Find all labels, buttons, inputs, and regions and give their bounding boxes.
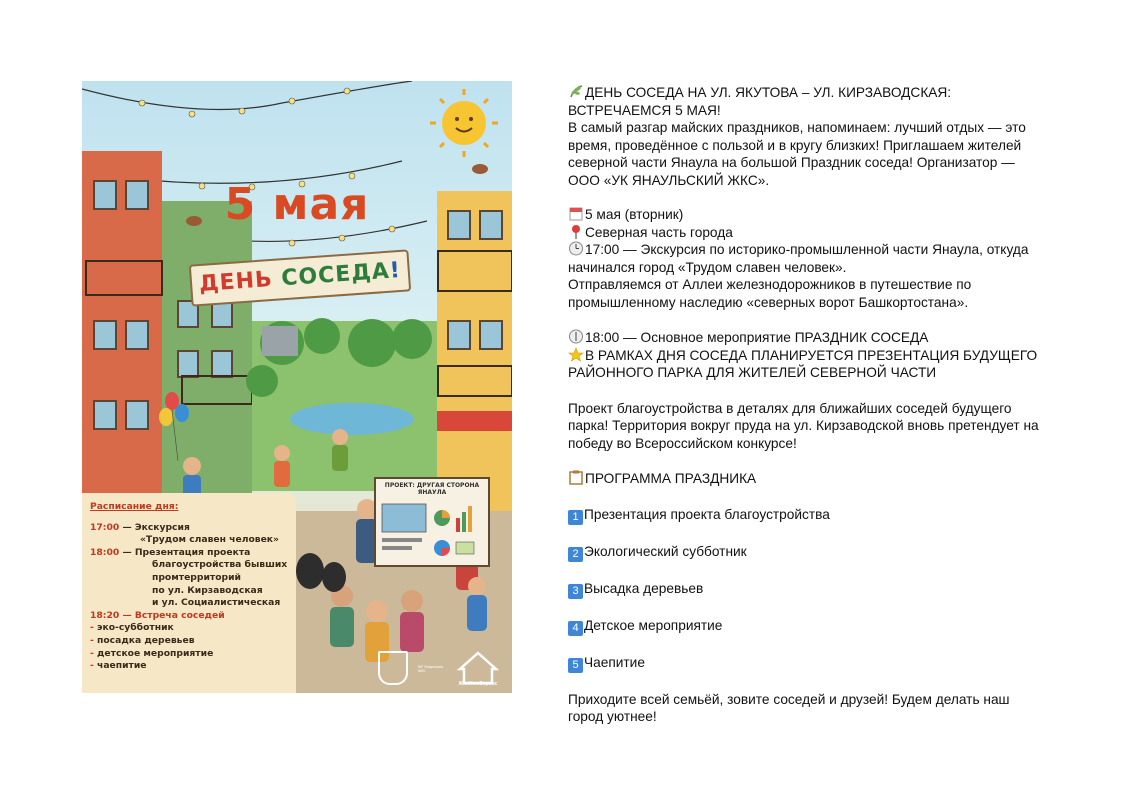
date-line (568, 206, 1048, 224)
program-item (568, 580, 1048, 599)
calendar-icon (568, 206, 584, 221)
clipboard-icon (568, 470, 584, 485)
headline: ДЕНЬ СОСЕДА НА УЛ. ЯКУТОВА – УЛ. КИРЗАВОДСКАЯ: ВСТРЕЧАЕМСЯ 5 МАЯ! (568, 85, 952, 118)
banner-word-2: СОСЕДА (280, 258, 391, 292)
presentation-text: В РАМКАХ ДНЯ СОСЕДА ПЛАНИРУЕТСЯ ПРЕЗЕНТАЦИЯ БУДУЩЕГО РАЙОННОГО ПАРКА ДЛЯ ЖИТЕЛЕЙ СЕВЕРНОЙ ЧАСТИ (568, 347, 1038, 380)
presentation-line (568, 347, 1048, 382)
herb-icon (568, 84, 584, 99)
number-2-icon: 2 (568, 547, 583, 562)
poster-image (82, 81, 512, 693)
program-title: ПРОГРАММА ПРАЗДНИКА (585, 471, 757, 486)
program-item (568, 654, 1048, 673)
program-item-text: Презентация проекта благоустройства (584, 506, 830, 522)
event-date: 5 мая (вторник) (585, 207, 684, 222)
schedule-bullet: - детское мероприятие (90, 647, 214, 659)
main-event-line (568, 329, 1048, 347)
number-3-icon: 3 (568, 584, 583, 599)
intro: В самый разгар майских праздников, напоминаем: лучший отдых — это время, проведённое с пользой и в кругу близких! Приглашаем жителей северной части Янаула на большой Праздник соседа! Организатор — ООО «УК ЯНАУЛЬСКИЙ ЖКС». (568, 120, 1026, 188)
schedule-bullet: - чаепитие (90, 660, 147, 672)
pin-icon (568, 224, 584, 239)
project-paragraph: Проект благоустройства в деталях для ближайших соседей будущего парка! Территория вокруг пруда на ул. Кирзаводской вновь претендует на победу во Всероссийском конкурсе! (568, 400, 1039, 451)
schedule-line: 18:20 — Встреча соседей (90, 609, 225, 621)
program-item (568, 617, 1048, 636)
project-board (374, 477, 490, 567)
number-4-icon: 4 (568, 621, 583, 636)
excursion-line (568, 241, 1048, 276)
schedule-bullet: - посадка деревьев (90, 634, 195, 646)
headline-paragraph (568, 84, 1048, 119)
star-icon (568, 347, 584, 362)
board-title: ПРОЕКТ: ДРУГАЯ СТОРОНА ЯНАУЛА (384, 482, 480, 496)
poster-date-title: 5 мая (224, 179, 370, 230)
closing-paragraph: Приходите всей семьёй, зовите соседей и друзей! Будем делать наш город уютнее! (568, 691, 1010, 724)
excursion-text: 17:00 — Экскурсия по историко-промышленной части Янаула, откуда начинался город «Трудом славен человек». (568, 242, 1029, 275)
program-item-text: Чаепитие (584, 654, 645, 670)
city-emblem-icon (378, 651, 408, 685)
banner-exclamation: ! (388, 257, 402, 284)
schedule-line: по ул. Кирзаводская (152, 584, 263, 596)
main-event-text: 18:00 — Основное мероприятие ПРАЗДНИК СОСЕДА (585, 330, 929, 345)
program-item (568, 506, 1048, 525)
logo-caption: МУ Янаульское ЖКС (418, 665, 444, 673)
article-text (568, 84, 1048, 726)
place-line (568, 224, 1048, 242)
schedule-line: 18:00 — Презентация проекта (90, 546, 251, 558)
event-place: Северная часть города (585, 224, 733, 240)
program-item-text: Экологический субботник (584, 543, 747, 559)
zhks-logo-text: ЖилКомСервис (458, 681, 498, 687)
schedule-bullet: - эко-субботник (90, 622, 174, 634)
program-item (568, 543, 1048, 562)
schedule-line: промтерриторий (152, 571, 241, 583)
excursion-route: Отправляемся от Аллеи железнодорожников в путешествие по промышленному наследию «северных ворот Башкортостана». (568, 277, 972, 310)
schedule-line: 17:00 — Экскурсия (90, 521, 190, 533)
sun-icon (430, 89, 498, 157)
poster-schedule (82, 493, 296, 693)
clock-icon (568, 329, 584, 344)
banner-word-1: ДЕНЬ (198, 266, 283, 298)
program-item-text: Высадка деревьев (584, 580, 704, 596)
program-title-line (568, 470, 1048, 488)
number-1-icon: 1 (568, 510, 583, 525)
schedule-line: благоустройства бывших (152, 559, 288, 571)
board-charts (376, 496, 484, 566)
clock-icon (568, 241, 584, 256)
schedule-heading: Расписание дня: (90, 501, 179, 512)
schedule-line: и ул. Социалистическая (152, 597, 281, 609)
schedule-line: «Трудом славен человек» (140, 534, 279, 546)
number-5-icon: 5 (568, 658, 583, 673)
program-item-text: Детское мероприятие (584, 617, 723, 633)
